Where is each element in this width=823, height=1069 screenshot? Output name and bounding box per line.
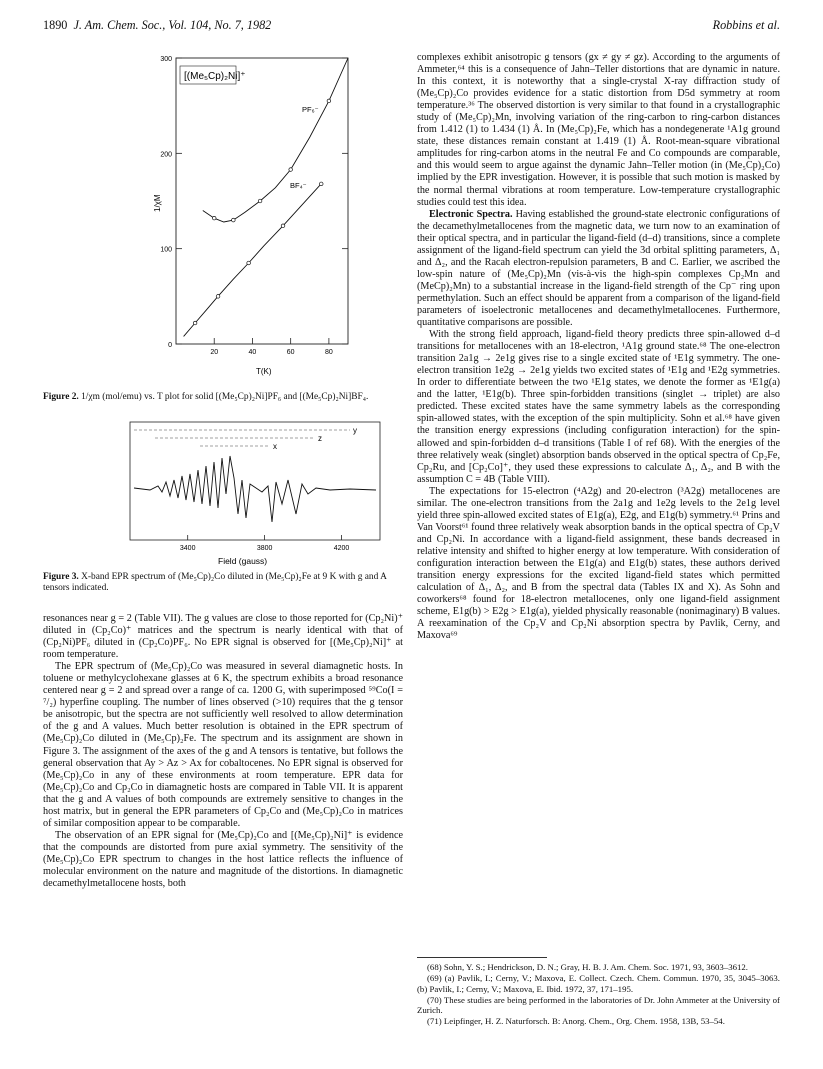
right-column-text — [417, 52, 780, 642]
fig2-ylabel: 1/χM — [153, 194, 162, 212]
footnote-69: (69) (a) Pavlik, I.; Cerny, V.; Maxova, E. Collect. Czech. Chem. Commun. 1970, 35, 3045–3063. (b) Pavlik, I.; Cerny, V.; Maxova, E. Ibid. 1972, 37, 171–195. — [417, 973, 780, 994]
fig2-data-point — [247, 261, 251, 265]
section-heading-electronic-spectra: Electronic Spectra. — [429, 208, 513, 220]
fig3-spectrum-trace — [134, 456, 376, 522]
fig3-ticks — [180, 535, 350, 552]
fig2-data-point — [216, 295, 220, 299]
fig2-data-point — [281, 224, 285, 228]
footnote-68: (68) Sohn, Y. S.; Hendrickson, D. N.; Gray, H. B. J. Am. Chem. Soc. 1971, 93, 3603–3612. — [427, 962, 748, 972]
journal-citation: J. Am. Chem. Soc., Vol. 104, No. 7, 1982 — [73, 18, 272, 32]
fig2-data-point — [319, 182, 323, 186]
figure-2-caption — [43, 392, 403, 403]
fig2-x-tick-label: 80 — [324, 349, 333, 356]
fig2-data-point — [193, 321, 197, 325]
right-paragraph-3: With the strong field approach, ligand-field theory predicts three spin-allowed d–d transitions for metallocenes with an 18-electron, ¹A1g ground state.⁶⁸ The one-electron transition 2a1g → 2e1g gives rise to a single excited state of ¹E1g symmetry. The one-electron transition 1e2g → 2e1g yields two excited states of ¹E1g and ¹E2g symmetries. In order to differentiate between the two ¹E1g states, we denote the former as ¹E1g(a) and the latter, ¹E1g(b). Three spin-forbidden transitions (singlet → triplet) are also predicted. These excited states have the same symmetry labels as the corresponding spin-allowed states, with the exception of the spin multiplicity. Sohn et al.⁶⁸ have given the transition energy expressions (including configuration interaction) for the spin-allowed and spin-forbidden d–d transitions (Table I of ref 68). With the energies of the three relatively weak (singlet) absorption bands observed in the optical spectra of Cp₂Fe, Cp₂Ru, and [Cp₂Co]⁺, they used these expressions to calculate Δ₁, Δ₂, and B with the assumption C = 4B (Table VIII). — [417, 329, 780, 485]
fig2-xlabel: T(K) — [256, 367, 272, 376]
figure-2-plot — [150, 52, 360, 382]
fig3-frame — [130, 422, 380, 540]
fig3-label-y: y — [353, 426, 357, 435]
fig2-caption-text: 1/χm (mol/emu) vs. T plot for solid [(Me₅Cp)₂Ni]PF₆ and [(Me₅Cp)₂Ni]BF₄. — [81, 392, 369, 402]
fig2-x-tick-label: 60 — [286, 349, 295, 356]
fig2-y-tick-label: 100 — [160, 246, 172, 254]
fig2-data-point — [327, 99, 331, 103]
fig2-data-point — [232, 218, 236, 222]
fig2-series-line-0 — [203, 58, 348, 222]
fig3-xlabel: Field (gauss) — [218, 556, 268, 566]
fig3-x-tick-label: 4200 — [333, 545, 350, 552]
figure-3-spectrum — [110, 418, 395, 578]
fig3-x-tick-label: 3800 — [256, 545, 273, 552]
fig3-label-z: z — [318, 434, 322, 443]
fig2-series-label-bf4: BF₄⁻ — [290, 181, 307, 190]
fig3-label-x: x — [273, 442, 277, 451]
left-paragraph-1: resonances near g = 2 (Table VII). The g values are close to those reported for (Cp₂Ni)⁺ diluted in (Cp₂Co)⁺ matrices and the spectrum is nearly identical with that of (Cp₂Ni)PF₆ diluted in (Cp₂Co)PF₆. No EPR signal is observed for [(Me₅Cp)₂Ni]⁺ at room temperature. — [43, 613, 403, 661]
right-paragraph-2-text: Having established the ground-state electronic configurations of the decamethylmetallocenes from the magnetic data, we turn now to an examination of their optical spectra, and in particular the ligand-field (d–d) transitions, since a complete assignment of the ligand-field spectrum can yield the 3d orbital splitting parameters, Δ₁ and Δ₂, and the Racah electron-repulsion parameters, B and C. Earlier, we ascribed the low-spin nature of (Me₅Cp)₂Mn (vis-à-vis the high-spin complexes Cp₂Mn and (MeCp)₂Mn) to a substantial increase in the ligand-field strength of the Cp⁻ ring upon permethylation. Such an effect should be apparent from a comparison of the ligand-field parameters of isoelectronic metallocenes and decamethylmetallocenes. Furthermore, quantitative comparisons are possible. — [417, 208, 780, 329]
fig2-caption-label: Figure 2. — [43, 392, 79, 402]
fig2-data-point — [289, 168, 293, 172]
left-paragraph-3: The observation of an EPR signal for (Me₅Cp)₂Co and [(Me₅Cp)₂Ni]⁺ is evidence that the compounds are distorted from pure axial symmetry. The sensitivity of the (Me₅Cp)₂Co EPR spectrum to changes in the host lattice reflects the influence of molecular environment on the nature and magnitude of the distortions. In diamagnetic decamethylmetallocene hosts, both — [43, 829, 403, 890]
right-paragraph-4: The expectations for 15-electron (⁴A2g) and 20-electron (³A2g) metallocenes are similar. The one-electron transitions from the 2a1g and 1e2g levels to the 2e1g level yield three spin-allowed excited states of E1g(a), E2g, and E1g(b) symmetry.⁶¹ Prins and Van Voorst⁶¹ found three relatively weak absorption bands in the optical spectra of Cp₂V and Cp₂Ni. In accordance with a ligand-field assignment, these bands decreased in relative intensity and shifted to higher energy at low temperature. With consideration of configuration interaction between the E1g(a) and E1g(b) states, these authors derived transition energy expressions for the excited ligand-field states which permitted calculation of Δ₁, Δ₂, and B from the spectral data (Tables IX and X). As Sohn and coworkers⁶⁸ found for 18-electron metallocenes, only one ligand-field assignment scheme, E1g(b) > E2g > E1g(a), yielded physically reasonable (nonimaginary) B values. A reexamination of the Cp₂V and Cp₂Ni absorption spectra by Pavlik, Cerny, and Maxova⁶⁹ — [417, 485, 780, 642]
header-left — [43, 18, 271, 33]
right-paragraph-1: complexes exhibit anisotropic g tensors (gx ≠ gy ≠ gz). According to the arguments of Ammeter,⁶⁴ this is a consequence of Jahn–Teller distortions that are dynamic in nature. In this context, it is noteworthy that a single-crystal X-ray diffraction study of (Me₅Cp)₂Co provides evidence for a static distortion from D5d symmetry at room temperature.³⁶ The observed distortion is very similar to that found in a crystallographic study of (Me₅Cp)₂Mn, involving variation of the ring-carbon to ring-carbon distances from 1.412 (1) to 1.434 (1) Å. In (Me₅Cp)₂Fe, which has a nondegenerate ¹A1g ground state, these distances remain constant at 1.419 (1) Å. Root-mean-square vibrational amplitudes for ring-carbon atoms in the neutral Fe and Co compounds are comparable, and this would seem to argue against the dynamic Jahn–Teller motion (in (Me₅Cp)₂Co) implied by the EPR investigation. However, it is possible that such motion is masked by the normal thermal vibrations at room temperature. Low-temperature crystallographic studies could test this idea. — [417, 52, 780, 208]
fig2-data-point — [258, 199, 262, 203]
fig2-y-tick-label: 0 — [168, 342, 172, 349]
left-paragraph-2: The EPR spectrum of (Me₅Cp)₂Co was measured in several diamagnetic hosts. In toluene or methylcyclohexane glasses at 6 K, the spectrum exhibits a broad resonance centered near g = 2 and spread over a range of ca. 1200 G, with superimposed ⁵⁹Co(I = ⁷/₂) hyperfine coupling. The number of lines observed (>10) requires that the g tensor be anisotropic, but the spectra are not sufficiently well resolved to allow determination of the g and A values. Much better resolution is obtained in the EPR spectrum of (Me₅Cp)₂Co diluted in (Me₅Cp)₂Fe. The spectrum and its assignment are shown in Figure 3. The assignment of the axes of the g and A tensors is tentative, but follows the general observation that Ay > Az > Ax for cobaltocenes. No EPR signal is observed for (Me₅Cp)₂Co in any of these environments at room temperature. EPR data for (Me₅Cp)₂Co and Cp₂Co in diamagnetic hosts are compared in Table VII. It is apparent that the g and A values of both compounds are extremely sensitive to changes in the host matrix, but in general the EPR parameters of Cp₂Co and (Me₅Cp)₂Co in matrices of similar composition appear to be comparable. — [43, 661, 403, 829]
right-paragraph-2 — [417, 209, 780, 329]
fig2-x-tick-label: 20 — [210, 349, 219, 356]
fig3-x-tick-label: 3400 — [179, 545, 196, 552]
left-column-text — [43, 613, 403, 890]
fig2-data-point — [212, 216, 216, 220]
fig2-series — [184, 58, 348, 336]
header-author: Robbins et al. — [712, 18, 780, 32]
fig2-ticks — [160, 56, 348, 356]
fig2-x-tick-label: 40 — [248, 349, 257, 356]
footnote-71: (71) Leipfinger, H. Z. Naturforsch. B: Anorg. Chem., Org. Chem. 1958, 13B, 53–54. — [427, 1016, 725, 1027]
footnotes — [417, 962, 780, 1028]
page-number: 1890 — [43, 18, 68, 32]
fig2-series-label-pf6: PF₆⁻ — [302, 105, 319, 114]
footnote-70: (70) These studies are being performed in the laboratories of Dr. John Ammeter at the University of Zurich. — [417, 994, 780, 1016]
footnote-rule — [417, 957, 547, 958]
fig2-inset-label: [(Me₅Cp)₂Ni]⁺ — [184, 71, 246, 82]
fig3-caption-text: X-band EPR spectrum of (Me₅Cp)₂Co diluted in (Me₅Cp)₂Fe at 9 K with g and A tensors indicated. — [43, 572, 387, 593]
figure-3-caption — [43, 572, 403, 594]
fig2-y-tick-label: 300 — [160, 56, 172, 63]
fig2-y-tick-label: 200 — [160, 151, 172, 159]
fig3-caption-label: Figure 3. — [43, 572, 79, 582]
